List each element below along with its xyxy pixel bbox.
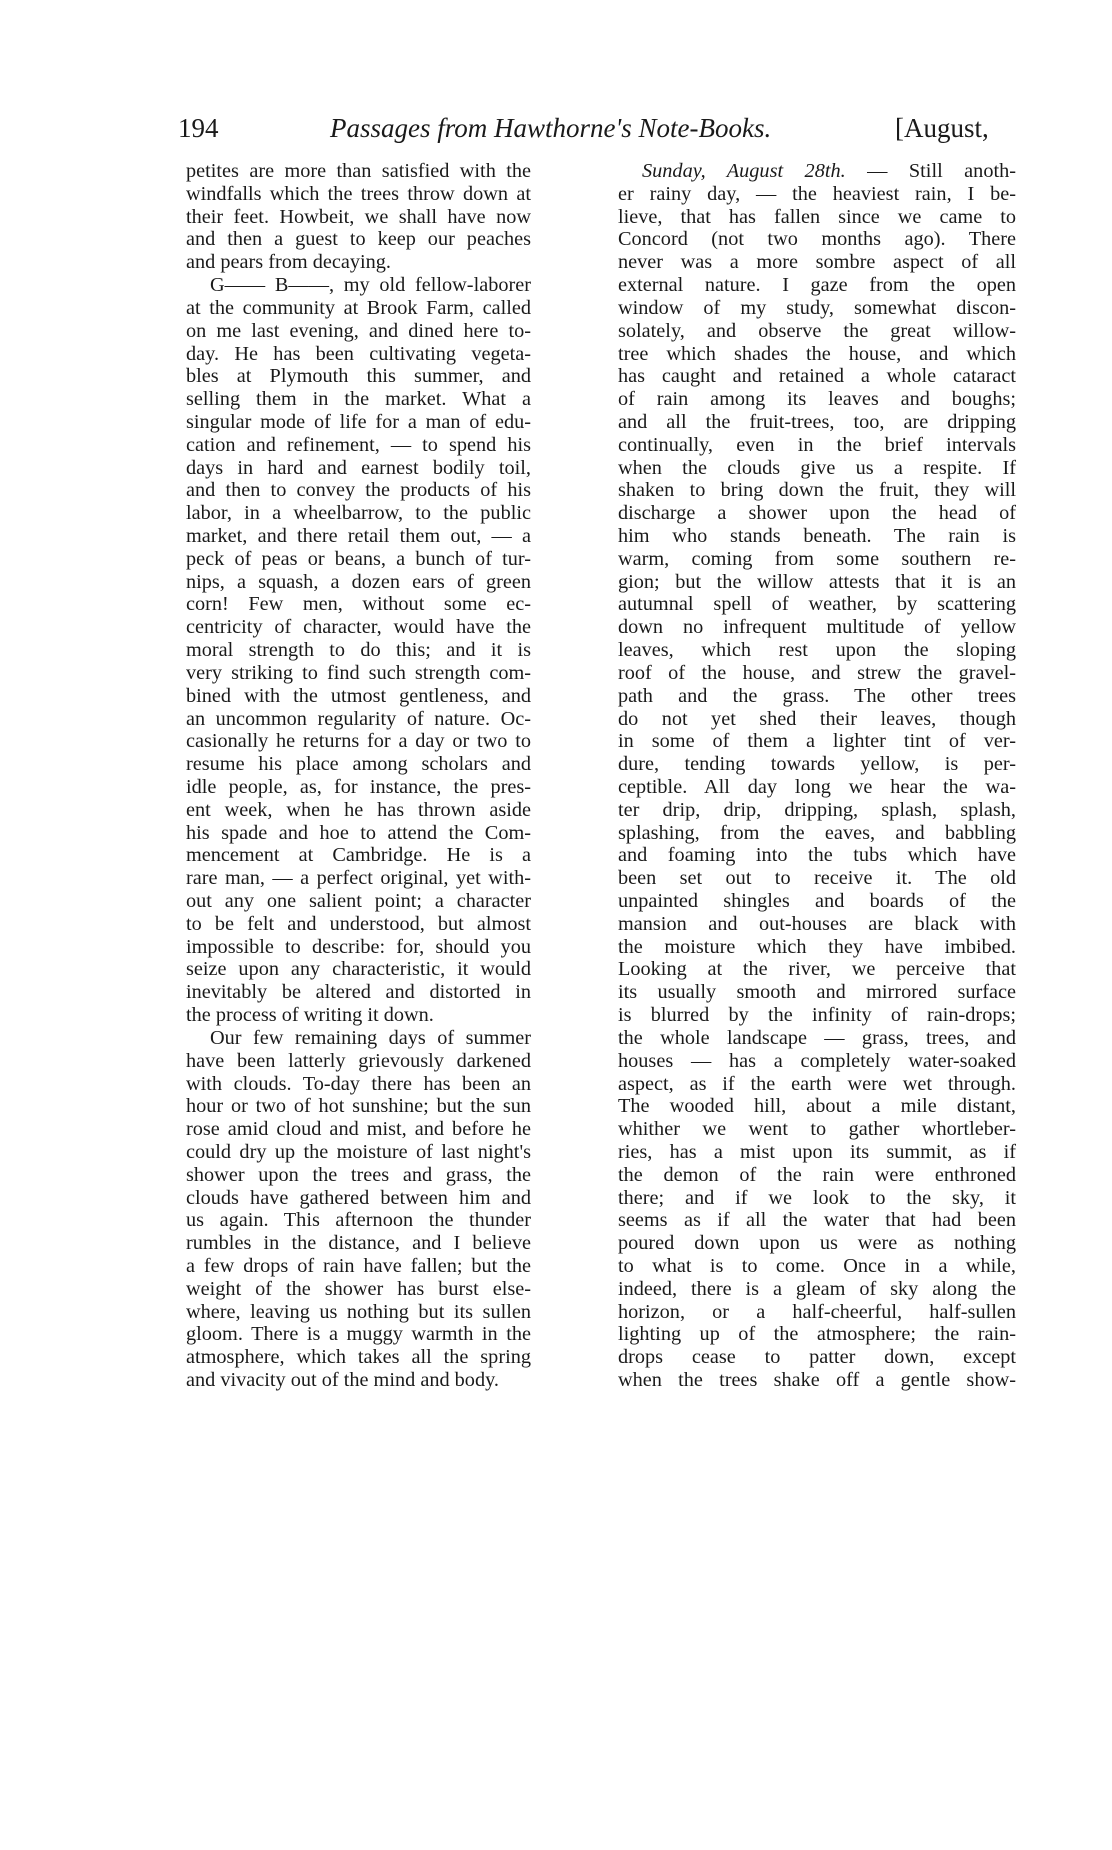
- dateline: Sunday, August 28th.: [642, 160, 846, 182]
- text-line: window of my study, somewhat discon-: [618, 296, 1016, 319]
- text-line: hour or two of hot sunshine; but the sun: [186, 1095, 531, 1118]
- text-line: discharge a shower upon the head of: [618, 502, 1016, 525]
- text-line: down no infrequent multitude of yellow: [618, 616, 1016, 639]
- text-line: path and the grass. The other trees: [618, 684, 1016, 707]
- text-line: and then to convey the products of his: [186, 479, 531, 502]
- text-line: splashing, from the eaves, and babbling: [618, 821, 1016, 844]
- text-line: indeed, there is a gleam of sky along the: [618, 1277, 1016, 1300]
- text-line: shaken to bring down the fruit, they will: [618, 479, 1016, 502]
- page-number: 194: [178, 113, 219, 143]
- dateline-line: [618, 160, 1016, 183]
- text-line: seize upon any characteristic, it would: [186, 958, 531, 981]
- text-line: out any one salient point; a character: [186, 890, 531, 912]
- text-line: could dry up the moisture of last night's: [186, 1140, 531, 1163]
- text-line: roof of the house, and strew the gravel-: [618, 661, 1016, 684]
- text-line: shower upon the trees and grass, the: [186, 1163, 531, 1186]
- text-line: and pears from decaying.: [186, 251, 391, 274]
- text-line: to be felt and understood, but almost: [186, 912, 531, 935]
- text-line: day. He has been cultivating vegeta-: [186, 342, 531, 365]
- text-line: a few drops of rain have fallen; but the: [186, 1255, 531, 1277]
- text-line: when the clouds give us a respite. If: [618, 456, 1016, 479]
- text-line: warm, coming from some southern re-: [618, 547, 1016, 570]
- text-line: idle people, as, for instance, the pres-: [186, 775, 531, 798]
- text-line: and then a guest to keep our peaches: [186, 228, 531, 251]
- text-line: his spade and hoe to attend the Com-: [186, 821, 531, 844]
- text-line: resume his place among scholars and: [186, 753, 531, 776]
- text-line: G—— B——, my old fellow-laborer: [210, 274, 531, 297]
- text-line: the demon of the rain were enthroned: [618, 1163, 1016, 1186]
- text-line: corn! Few men, without some ec-: [186, 593, 531, 616]
- text-line: autumnal spell of weather, by scattering: [618, 593, 1016, 616]
- text-line: inevitably be altered and distorted in: [186, 981, 531, 1004]
- text-line: clouds have gathered between him and: [186, 1186, 531, 1209]
- text-line: at the community at Brook Farm, called: [186, 296, 531, 319]
- text-line: when the trees shake off a gentle show-: [618, 1369, 1016, 1392]
- text-line: never was a more sombre aspect of all: [618, 251, 1016, 274]
- text-line: peck of peas or beans, a bunch of tur-: [186, 547, 531, 570]
- text-line: the process of writing it down.: [186, 1004, 434, 1027]
- text-line: mansion and out-houses are black with: [618, 912, 1016, 935]
- text-line: where, leaving us nothing but its sullen: [186, 1300, 531, 1323]
- text-line: windfalls which the trees throw down at: [186, 182, 531, 205]
- text-line: moral strength to do this; and it is: [186, 639, 531, 662]
- text-line: cation and refinement, — to spend his: [186, 433, 531, 456]
- text-line: Our few remaining days of summer: [210, 1026, 531, 1049]
- text-line: seems as if all the water that had been: [618, 1209, 1016, 1232]
- running-title: Passages from Hawthorne's Note-Books.: [330, 113, 772, 143]
- text-line: the moisture which they have imbibed.: [618, 935, 1016, 958]
- text-line: unpainted shingles and boards of the: [618, 890, 1016, 912]
- text-line: atmosphere, which takes all the spring: [186, 1346, 531, 1369]
- text-line: centricity of character, would have the: [186, 616, 531, 639]
- text-line: petites are more than satisfied with the: [186, 160, 531, 182]
- text-line: lieve, that has fallen since we came to: [618, 205, 1016, 228]
- text-line: of rain among its leaves and boughs;: [618, 388, 1016, 411]
- text-line: rumbles in the distance, and I believe: [186, 1232, 531, 1255]
- text-line: on me last evening, and dined here to-: [186, 319, 531, 342]
- text-line: weight of the shower has burst else-: [186, 1277, 531, 1300]
- text-line: er rainy day, — the heaviest rain, I be-: [618, 182, 1016, 205]
- right-column: [618, 160, 1016, 1392]
- text-line: ent week, when he has thrown aside: [186, 798, 531, 821]
- text-line: us again. This afternoon the thunder: [186, 1209, 531, 1232]
- text-line: gion; but the willow attests that it is an: [618, 570, 1016, 593]
- text-line: its usually smooth and mirrored surface: [618, 981, 1016, 1004]
- text-line: is blurred by the infinity of rain-drops;: [618, 1004, 1016, 1027]
- text-line: him who stands beneath. The rain is: [618, 525, 1016, 547]
- text-line: casionally he returns for a day or two to: [186, 730, 531, 753]
- text-line: gloom. There is a muggy warmth in the: [186, 1323, 531, 1346]
- text-line: selling them in the market. What a: [186, 388, 531, 411]
- text-line: leaves, which rest upon the sloping: [618, 639, 1016, 662]
- left-column: [186, 160, 531, 1392]
- text-line: with clouds. To-day there has been an: [186, 1072, 531, 1095]
- text-line: mencement at Cambridge. He is a: [186, 844, 531, 867]
- text-line: nips, a squash, a dozen ears of green: [186, 570, 531, 593]
- text-line: external nature. I gaze from the open: [618, 274, 1016, 297]
- text-line: dure, tending towards yellow, is per-: [618, 753, 1016, 776]
- text-line: lighting up of the atmosphere; the rain-: [618, 1323, 1016, 1346]
- text-line: their feet. Howbeit, we shall have now: [186, 205, 531, 228]
- running-month: [August,: [895, 113, 989, 143]
- text-line: impossible to describe: for, should you: [186, 935, 531, 958]
- text-line: days in hard and earnest bodily toil,: [186, 456, 531, 479]
- text-line: bined with the utmost gentleness, and: [186, 684, 531, 707]
- text-line: and foaming into the tubs which have: [618, 844, 1016, 867]
- text-line: has caught and retained a whole cataract: [618, 365, 1016, 388]
- text-line: an uncommon regularity of nature. Oc-: [186, 707, 531, 730]
- text-line: aspect, as if the earth were wet through.: [618, 1072, 1016, 1095]
- text-line: poured down upon us were as nothing: [618, 1232, 1016, 1255]
- text-line: whither we went to gather whortleber-: [618, 1118, 1016, 1141]
- text-line: houses — has a completely water-soaked: [618, 1049, 1016, 1072]
- text-line: ter drip, drip, dripping, splash, splash,: [618, 798, 1016, 821]
- text-line: drops cease to patter down, except: [618, 1346, 1016, 1369]
- text-line: and all the fruit-trees, too, are dripping: [618, 410, 1016, 433]
- text-line: Concord (not two months ago). There: [618, 228, 1016, 251]
- text-line: market, and there retail them out, — a: [186, 525, 531, 547]
- text-line: to what is to come. Once in a while,: [618, 1255, 1016, 1277]
- text-line: in some of them a lighter tint of ver-: [618, 730, 1016, 753]
- text-line: ceptible. All day long we hear the wa-: [618, 775, 1016, 798]
- text-line: the whole landscape — grass, trees, and: [618, 1026, 1016, 1049]
- text-line: been set out to receive it. The old: [618, 867, 1016, 890]
- text-line: solately, and observe the great willow-: [618, 319, 1016, 342]
- text-line: ries, has a mist upon its summit, as if: [618, 1140, 1016, 1163]
- text-line: bles at Plymouth this summer, and: [186, 365, 531, 388]
- dateline-rest: — Still anoth-: [845, 160, 1016, 182]
- text-line: very striking to find such strength com-: [186, 661, 531, 684]
- running-header: [0, 113, 1112, 153]
- text-line: tree which shades the house, and which: [618, 342, 1016, 365]
- text-line: rare man, — a perfect original, yet with-: [186, 867, 531, 890]
- text-line: do not yet shed their leaves, though: [618, 707, 1016, 730]
- text-line: have been latterly grievously darkened: [186, 1049, 531, 1072]
- text-line: continually, even in the brief intervals: [618, 433, 1016, 456]
- text-line: singular mode of life for a man of edu-: [186, 410, 531, 433]
- text-line: The wooded hill, about a mile distant,: [618, 1095, 1016, 1118]
- text-line: Looking at the river, we perceive that: [618, 958, 1016, 981]
- text-line: horizon, or a half-cheerful, half-sullen: [618, 1300, 1016, 1323]
- text-line: and vivacity out of the mind and body.: [186, 1369, 499, 1392]
- text-line: there; and if we look to the sky, it: [618, 1186, 1016, 1209]
- text-line: labor, in a wheelbarrow, to the public: [186, 502, 531, 525]
- text-line: rose amid cloud and mist, and before he: [186, 1118, 531, 1141]
